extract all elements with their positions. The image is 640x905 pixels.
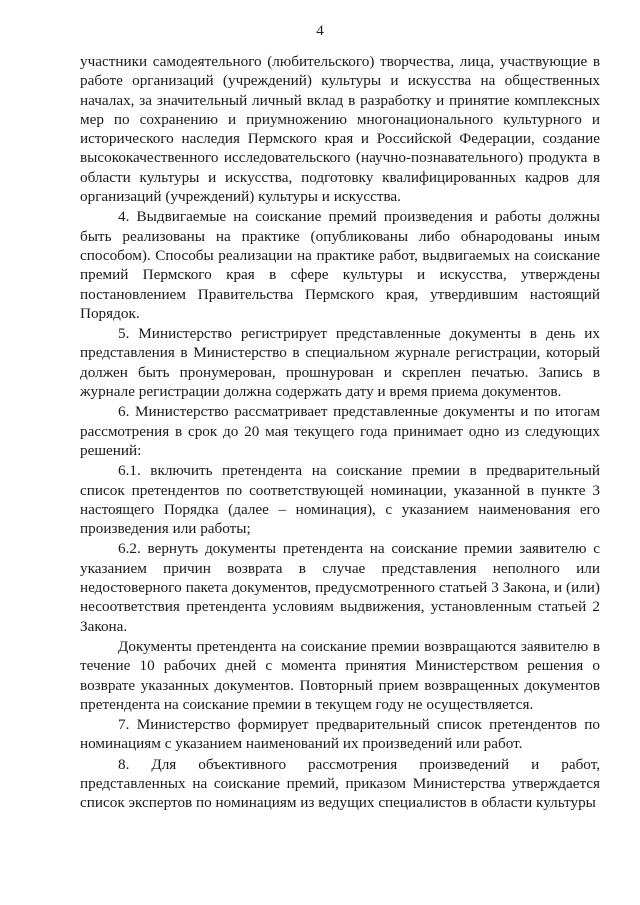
paragraph-item-4: 4. Выдвигаемые на соискание премий произведения и работы должны быть реализованы на практике (опубликованы либо обнародованы иным способом). Способы реализации на практике работ, выдвигаемых на соискание премий Пермского края в сфере культуры и искусства, утверждены постановлением Правительства Пермского края, утвердившим настоящий Порядок.: [80, 208, 600, 322]
paragraph-item-6: 6. Министерство рассматривает представленные документы и по итогам рассмотрения в срок до 20 мая текущего года принимает одно из следующих решений:: [80, 403, 600, 459]
paragraph-item-6-2: 6.2. вернуть документы претендента на соискание премии заявителю с указанием причин возврата в случае представления неполного или недостоверного пакета документов, предусмотренного статьей 3 Закона, и (или) несоответствия претендента условиям выдвижения, установленным статьей 2 Закона.: [80, 540, 600, 635]
paragraph-item-8: 8. Для объективного рассмотрения произведений и работ, представленных на соискание премий, приказом Министерства утверждается список экспертов по номинациям из ведущих специалистов в области культуры: [80, 755, 600, 812]
paragraph-laureates-continued: участники самодеятельного (любительского) творчества, лица, участвующие в работе организаций (учреждений) культуры и искусства на общественных началах, за значительный личный вклад в разработку и принятие комплексных мер по сохранению и приумножению многонационального культурного и исторического наследия Пермского края и Российской Федерации, создание высококачественного исследовательского (научно-познавательного) продукта в области культуры и искусства, подготовку квалифицированных кадров для организаций (учреждений) культуры и искусства.: [80, 53, 600, 206]
page-number: 4: [316, 23, 324, 39]
document-body: [80, 52, 600, 813]
paragraph-documents-return: Документы претендента на соискание премии возвращаются заявителю в течение 10 рабочих дней с момента принятия Министерством решения о возврате указанных документов. Повторный прием возвращенных документов претендента на соискание премии в текущем году не осуществляется.: [80, 637, 600, 713]
paragraph-item-6-1: 6.1. включить претендента на соискание премии в предварительный список претендентов по соответствующей номинации, указанной в пункте 3 настоящего Порядка (далее – номинация), с указанием наименования его произведения или работы;: [80, 462, 600, 538]
paragraph-item-7: 7. Министерство формирует предварительный список претендентов по номинациям с указанием наименований их произведений или работ.: [80, 716, 600, 753]
paragraph-item-5: 5. Министерство регистрирует представленные документы в день их представления в Министерство в специальном журнале регистрации, который должен быть пронумерован, прошнурован и скреплен печатью. Запись в журнале регистрации должна содержать дату и время приема документов.: [80, 325, 600, 401]
